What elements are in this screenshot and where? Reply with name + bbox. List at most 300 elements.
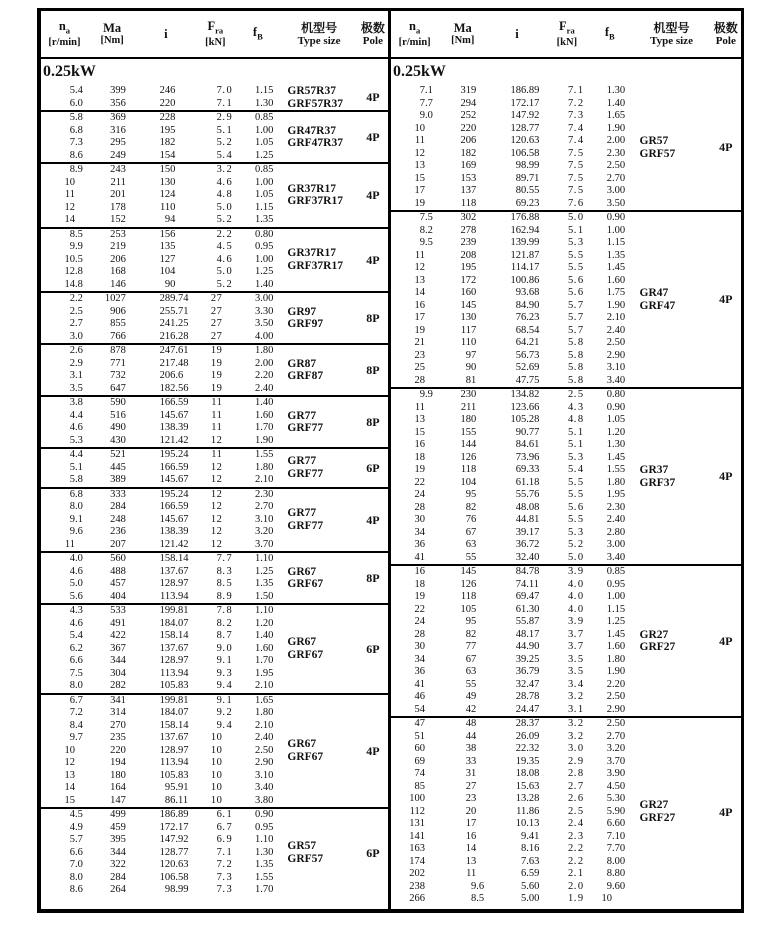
ratio-value: 199.81 (136, 694, 195, 708)
fra-value: 7.3 (216, 871, 234, 883)
ratio-value: 139.99 (510, 237, 540, 248)
fra-value: 7.1 (216, 846, 234, 858)
ratio-value: 61.30 (515, 603, 540, 615)
ma-value: 137 (460, 185, 477, 196)
na-value: 15 (414, 172, 425, 184)
ma-value: 81 (465, 374, 477, 386)
fra-value: 4.3 (568, 401, 585, 413)
na-value: 11 (414, 135, 425, 146)
fb-value: 1.30 (255, 846, 274, 858)
fb-value: 0.90 (587, 211, 633, 225)
ma-value: 206 (460, 135, 477, 146)
fb-value: 3.30 (255, 305, 274, 317)
fb-value: 5.90 (606, 805, 626, 817)
ratio-value: 105.83 (159, 769, 189, 781)
ma-value: 201 (110, 189, 126, 200)
na-value: 19 (414, 591, 425, 602)
col-header-type: 机型号 Type size (280, 11, 357, 58)
ma-value: 253 (88, 228, 137, 242)
fra-value: 9.4 (216, 680, 234, 691)
ma-value: 82 (465, 501, 477, 513)
fra-value: 5.2 (216, 278, 234, 290)
fra-value: 4.0 (568, 578, 585, 590)
ma-value: 160 (460, 287, 477, 298)
na-value: 3.8 (41, 396, 88, 410)
na-value: 16 (414, 439, 425, 450)
na-value: 15 (414, 426, 425, 438)
ma-value: 333 (88, 488, 137, 502)
fb-value: 1.80 (255, 707, 274, 718)
fb-value: 1.40 (255, 630, 274, 641)
na-value: 36 (414, 666, 425, 677)
fb-value: 4.00 (255, 330, 274, 342)
ratio-value: 47.75 (515, 374, 540, 386)
na-value: 4.6 (69, 565, 83, 577)
fra-value: 7.5 (568, 185, 585, 196)
fra-value: 27 (195, 292, 235, 306)
ma-value: 220 (460, 122, 477, 134)
fra-value: 27 (210, 305, 223, 317)
fra-value: 2.3 (568, 830, 585, 842)
fra-value: 7.5 (568, 147, 585, 159)
ratio-value: 5.00 (521, 893, 540, 904)
na-value: 13 (414, 274, 425, 286)
ratio-value: 90 (164, 278, 176, 290)
pole-label: 4P (358, 163, 388, 228)
fra-value: 7.3 (216, 884, 234, 895)
fb-value: 1.60 (606, 641, 626, 652)
type-size-label: GR97 GRF97 (280, 292, 357, 344)
ratio-value: 121.42 (159, 434, 189, 446)
ma-value: 178 (110, 201, 126, 213)
col-header-fra: $F_{ra}$ [kN] (547, 11, 587, 58)
na-value: 7.0 (69, 859, 83, 870)
type-size-label: GR87 GRF87 (280, 344, 357, 396)
ma-value: 322 (110, 859, 126, 870)
ma-value: 206 (110, 253, 126, 265)
ma-value: 211 (110, 176, 126, 188)
fra-value: 5.4 (568, 464, 585, 475)
na-value: 7.5 (69, 667, 83, 679)
fra-value: 5.5 (568, 476, 585, 488)
fb-value: 2.30 (606, 501, 626, 513)
ma-value: 145 (460, 299, 477, 311)
type-size-label: GR27 GRF27 (633, 565, 711, 717)
na-value: 4.5 (41, 808, 88, 822)
col-header-fra: $F_{ra}$ [kN] (195, 11, 235, 58)
selection-table-half-left (41, 11, 388, 897)
ma-value: 33 (465, 755, 477, 767)
type-size-label: GR77 GRF77 (280, 396, 357, 448)
header-row (41, 11, 388, 58)
na-value: 13 (414, 414, 425, 425)
ratio-value: 24.47 (515, 703, 540, 715)
ratio-value: 44.90 (515, 641, 540, 652)
fb-value: 1.15 (606, 603, 626, 615)
ratio-value: 89.71 (515, 172, 540, 184)
na-value: 24 (414, 616, 425, 627)
na-value: 6.6 (69, 655, 83, 666)
fra-value: 10 (210, 794, 223, 806)
ratio-value: 15.63 (515, 780, 540, 792)
na-value: 9.1 (69, 513, 83, 525)
ratio-value: 39.17 (515, 526, 540, 538)
col-header-pole: 极数 Pole (711, 11, 741, 58)
ma-value: 169 (460, 160, 477, 171)
data-row (41, 396, 388, 410)
type-size-label: GR57R37 GRF57R37 (287, 85, 343, 110)
na-value: 7.3 (69, 137, 83, 148)
fb-value: 0.90 (606, 401, 626, 413)
fra-value: 19 (210, 382, 223, 394)
ma-value: 878 (88, 344, 137, 358)
fra-value: 9.2 (216, 707, 234, 718)
fra-value: 2.5 (547, 388, 587, 402)
data-row (391, 717, 741, 731)
col-header-ma: Ma [Nm] (88, 11, 137, 58)
ratio-value: 195.24 (136, 448, 195, 462)
ratio-value: 52.69 (515, 362, 540, 373)
ratio-value: 48.08 (515, 501, 540, 513)
ma-value: 13 (465, 855, 477, 867)
na-value: 112 (409, 805, 425, 817)
fra-value: 11 (211, 422, 223, 433)
ratio-value: 123.66 (510, 401, 540, 413)
fb-value: 1.30 (255, 97, 274, 109)
na-value: 3.5 (69, 382, 83, 394)
ma-value: 344 (110, 846, 126, 858)
ratio-value: 220 (159, 97, 176, 109)
ma-value: 67 (465, 653, 477, 665)
ma-value: 395 (110, 834, 126, 845)
fb-value: 3.50 (606, 197, 626, 209)
na-value: 14 (64, 214, 75, 225)
fra-value: 5.0 (216, 266, 234, 277)
ratio-value: 137.67 (159, 565, 189, 577)
ratio-value: 158.14 (159, 719, 189, 731)
ma-value: 356 (110, 97, 126, 109)
fb-value: 1.25 (606, 616, 626, 627)
ratio-value: 120.63 (159, 859, 189, 870)
na-value: 9.6 (69, 526, 83, 537)
ma-value: 9.6 (471, 880, 485, 892)
ma-value: 399 (110, 85, 126, 96)
fb-value: 1.80 (235, 344, 280, 358)
fb-value: 3.10 (255, 513, 274, 525)
ratio-value: 9.41 (521, 830, 540, 842)
col-header-fb: $f_B$ (587, 11, 633, 58)
ma-value: 243 (88, 163, 137, 177)
na-value: 13 (64, 769, 75, 781)
fb-value: 2.10 (255, 719, 274, 731)
ratio-value: 162.94 (510, 224, 540, 236)
power-section-row (391, 58, 741, 85)
ratio-value: 98.99 (515, 160, 540, 171)
ratio-value: 166.59 (159, 461, 189, 473)
ma-value: 302 (438, 211, 487, 225)
na-value: 21 (414, 337, 425, 348)
ma-value: 55 (465, 678, 477, 690)
fb-value: 1.40 (255, 278, 274, 290)
ma-value: 855 (110, 318, 126, 329)
ma-value: 11 (466, 868, 477, 879)
fra-value: 12 (210, 474, 223, 485)
ma-value: 491 (110, 617, 126, 629)
fra-value: 4.8 (568, 414, 585, 425)
na-value: 2.9 (69, 357, 83, 369)
ratio-value: 147.92 (159, 834, 189, 845)
na-value: 11 (414, 401, 425, 413)
fra-value: 12 (210, 513, 223, 525)
ratio-value: 7.63 (521, 855, 540, 867)
fb-value: 1.90 (606, 122, 626, 134)
col-header-ma: Ma [Nm] (438, 11, 487, 58)
ma-value: 1027 (88, 292, 137, 306)
na-value: 163 (409, 843, 425, 854)
fra-value: 5.6 (568, 501, 585, 513)
fra-value: 4.5 (216, 241, 234, 252)
fb-value: 1.45 (606, 451, 626, 463)
na-value: 46 (414, 691, 425, 702)
fb-value: 5.30 (606, 793, 626, 804)
power-section-label: 0.25kW (393, 62, 446, 80)
fb-value: 1.70 (255, 422, 274, 433)
fra-value: 7.1 (568, 85, 585, 96)
na-value: 41 (414, 551, 425, 563)
fb-value: 0.95 (255, 821, 274, 833)
na-value: 4.6 (69, 617, 83, 629)
ma-value: 430 (110, 434, 126, 446)
ma-value: 152 (110, 214, 126, 225)
ratio-value: 55.76 (515, 489, 540, 500)
ratio-value: 137.67 (159, 732, 189, 743)
fra-value: 8.7 (216, 630, 234, 641)
fra-value: 8.2 (216, 617, 234, 629)
na-value: 19 (414, 197, 425, 209)
fra-value: 2.7 (568, 780, 585, 792)
fb-value: 1.75 (606, 287, 626, 298)
ratio-value: 93.68 (515, 287, 540, 298)
fb-value: 2.10 (606, 312, 626, 323)
fra-value: 2.9 (195, 111, 235, 125)
ma-value: 389 (110, 474, 126, 485)
ma-value: 90 (465, 362, 477, 373)
fra-value: 5.5 (568, 514, 585, 525)
ma-value: 118 (460, 464, 477, 475)
fb-value: 3.70 (255, 538, 274, 550)
na-value: 13 (414, 160, 425, 171)
fb-value: 1.90 (606, 666, 626, 677)
fra-value: 2.0 (568, 880, 585, 892)
fra-value: 6.9 (216, 834, 234, 845)
fra-value: 7.6 (568, 197, 585, 209)
ma-value: 76 (465, 514, 477, 525)
ratio-value: 22.32 (515, 743, 540, 754)
fra-value: 7.4 (568, 122, 585, 134)
fra-value: 9.1 (195, 694, 235, 708)
ma-value: 284 (110, 871, 126, 883)
na-value: 28 (414, 628, 425, 640)
fb-value: 3.40 (255, 782, 274, 793)
ratio-value: 150 (136, 163, 195, 177)
ma-value: 341 (88, 694, 137, 708)
na-value: 4.6 (69, 422, 83, 433)
fra-value: 27 (210, 330, 223, 342)
ratio-value: 95.91 (164, 782, 189, 793)
fb-value: 3.00 (606, 185, 626, 196)
na-value: 9.0 (419, 110, 433, 121)
fb-value: 1.60 (255, 409, 274, 421)
fra-value: 2.6 (568, 793, 585, 804)
pole-label: 6P (358, 448, 388, 488)
type-size-label: GR57 GRF57 (639, 135, 676, 160)
ma-value: 516 (110, 409, 126, 421)
ma-value: 490 (110, 422, 126, 433)
fra-value: 6.7 (216, 821, 234, 833)
na-value: 17 (414, 185, 425, 196)
pole-label: 6P (358, 604, 388, 694)
fra-value: 9.4 (216, 719, 234, 731)
fra-value: 10 (210, 782, 223, 793)
ratio-value: 217.48 (159, 357, 189, 369)
na-value: 8.0 (69, 871, 83, 883)
ma-value: 55 (465, 551, 477, 563)
gearmotor-selection-table (37, 8, 744, 913)
na-value: 18 (414, 451, 425, 463)
pole-label: 8P (358, 396, 388, 448)
fra-value: 19 (210, 357, 223, 369)
ma-value: 367 (110, 642, 126, 654)
fra-value: 7.2 (568, 97, 585, 109)
data-row (391, 388, 741, 402)
ma-value: 459 (110, 821, 126, 833)
ratio-value: 26.09 (515, 730, 540, 742)
na-value: 2.7 (69, 318, 83, 329)
ma-value: 67 (465, 526, 477, 538)
na-value: 6.8 (41, 488, 88, 502)
power-section-label: 0.25kW (43, 62, 96, 80)
na-value: 12 (414, 262, 425, 273)
ma-value: 282 (110, 680, 126, 691)
fra-value: 5.3 (568, 237, 585, 248)
ratio-value: 182.56 (159, 382, 189, 394)
ma-value: 344 (110, 655, 126, 666)
type-size-label: GR57 GRF57 (280, 808, 357, 897)
data-row (41, 488, 388, 502)
ma-value: 194 (110, 757, 126, 768)
fra-value: 2.2 (568, 843, 585, 854)
type-size-label: GR67 GRF67 (280, 552, 357, 604)
ma-value: 766 (110, 330, 126, 342)
ratio-value: 247.61 (136, 344, 195, 358)
ratio-value: 10.13 (515, 818, 540, 829)
fb-value: 3.10 (606, 362, 626, 373)
na-value: 9.9 (391, 388, 438, 402)
fra-value: 27 (210, 318, 223, 329)
ratio-value: 166.59 (136, 396, 195, 410)
na-value: 4.3 (41, 604, 88, 618)
col-header-pole: 极数 Pole (358, 11, 388, 58)
ma-value: 77 (465, 641, 477, 652)
fra-value: 7.5 (568, 172, 585, 184)
na-value: 4.0 (41, 552, 88, 566)
ma-value: 44 (465, 730, 477, 742)
ma-value: 521 (88, 448, 137, 462)
fra-value: 5.6 (568, 287, 585, 298)
ma-value: 219 (110, 241, 126, 252)
na-value: 3.1 (69, 370, 83, 381)
na-value: 8.0 (69, 501, 83, 512)
fra-value: 3.5 (568, 666, 585, 677)
fb-value: 1.50 (255, 590, 274, 602)
fb-value: 0.95 (255, 241, 274, 252)
fb-value: 1.95 (606, 489, 626, 500)
ma-value: 182 (460, 147, 477, 159)
na-value: 202 (409, 868, 425, 879)
ratio-value: 195.24 (136, 488, 195, 502)
fb-value: 2.30 (235, 488, 280, 502)
fb-value: 1.55 (606, 464, 626, 475)
pole-label: 8P (358, 344, 388, 396)
fb-value: 1.45 (606, 628, 626, 640)
na-value: 41 (414, 678, 425, 690)
na-value: 6.0 (69, 97, 83, 109)
ratio-value: 28.78 (515, 691, 540, 702)
fb-value: 9.60 (606, 880, 626, 892)
fb-value: 1.20 (606, 426, 626, 438)
ma-value: 369 (88, 111, 137, 125)
na-value: 22 (414, 603, 425, 615)
na-value: 4.4 (69, 409, 83, 421)
ma-value: 249 (110, 149, 126, 161)
ratio-value: 147.92 (510, 110, 540, 121)
pole-label: 4P (711, 388, 741, 565)
ma-value: 97 (465, 349, 477, 361)
na-value: 24 (414, 489, 425, 500)
ma-value: 14 (465, 843, 477, 854)
pole-label: 8P (358, 292, 388, 344)
fb-value: 2.90 (255, 757, 274, 768)
fb-value: 3.40 (606, 374, 626, 386)
ratio-value: 186.89 (510, 85, 540, 96)
na-value: 4.9 (69, 821, 83, 833)
na-value: 6.8 (69, 124, 83, 136)
na-value: 19 (414, 324, 425, 336)
fra-value: 5.7 (568, 324, 585, 336)
fb-value: 2.90 (606, 349, 626, 361)
fra-value: 12 (210, 434, 223, 446)
fb-value: 1.25 (255, 565, 274, 577)
fb-value: 3.00 (235, 292, 280, 306)
ratio-value: 106.58 (159, 871, 189, 883)
fb-value: 1.10 (235, 604, 280, 618)
ma-value: 63 (465, 539, 477, 550)
fra-value: 12 (210, 538, 223, 550)
na-value: 36 (414, 539, 425, 550)
ma-value: 31 (465, 768, 477, 779)
type-size-label: GR47 GRF47 (633, 211, 711, 388)
col-header-fb: $f_B$ (235, 11, 280, 58)
fra-value: 2.1 (568, 868, 585, 879)
na-value: 9.5 (419, 237, 433, 248)
selection-table-half-right (391, 11, 741, 906)
fra-value: 7.5 (568, 160, 585, 171)
ratio-value: 73.96 (515, 451, 540, 463)
fb-value: 2.00 (606, 135, 626, 146)
ratio-value: 48.17 (515, 628, 540, 640)
fb-value: 1.35 (606, 249, 626, 261)
fra-value: 2.4 (568, 818, 585, 829)
